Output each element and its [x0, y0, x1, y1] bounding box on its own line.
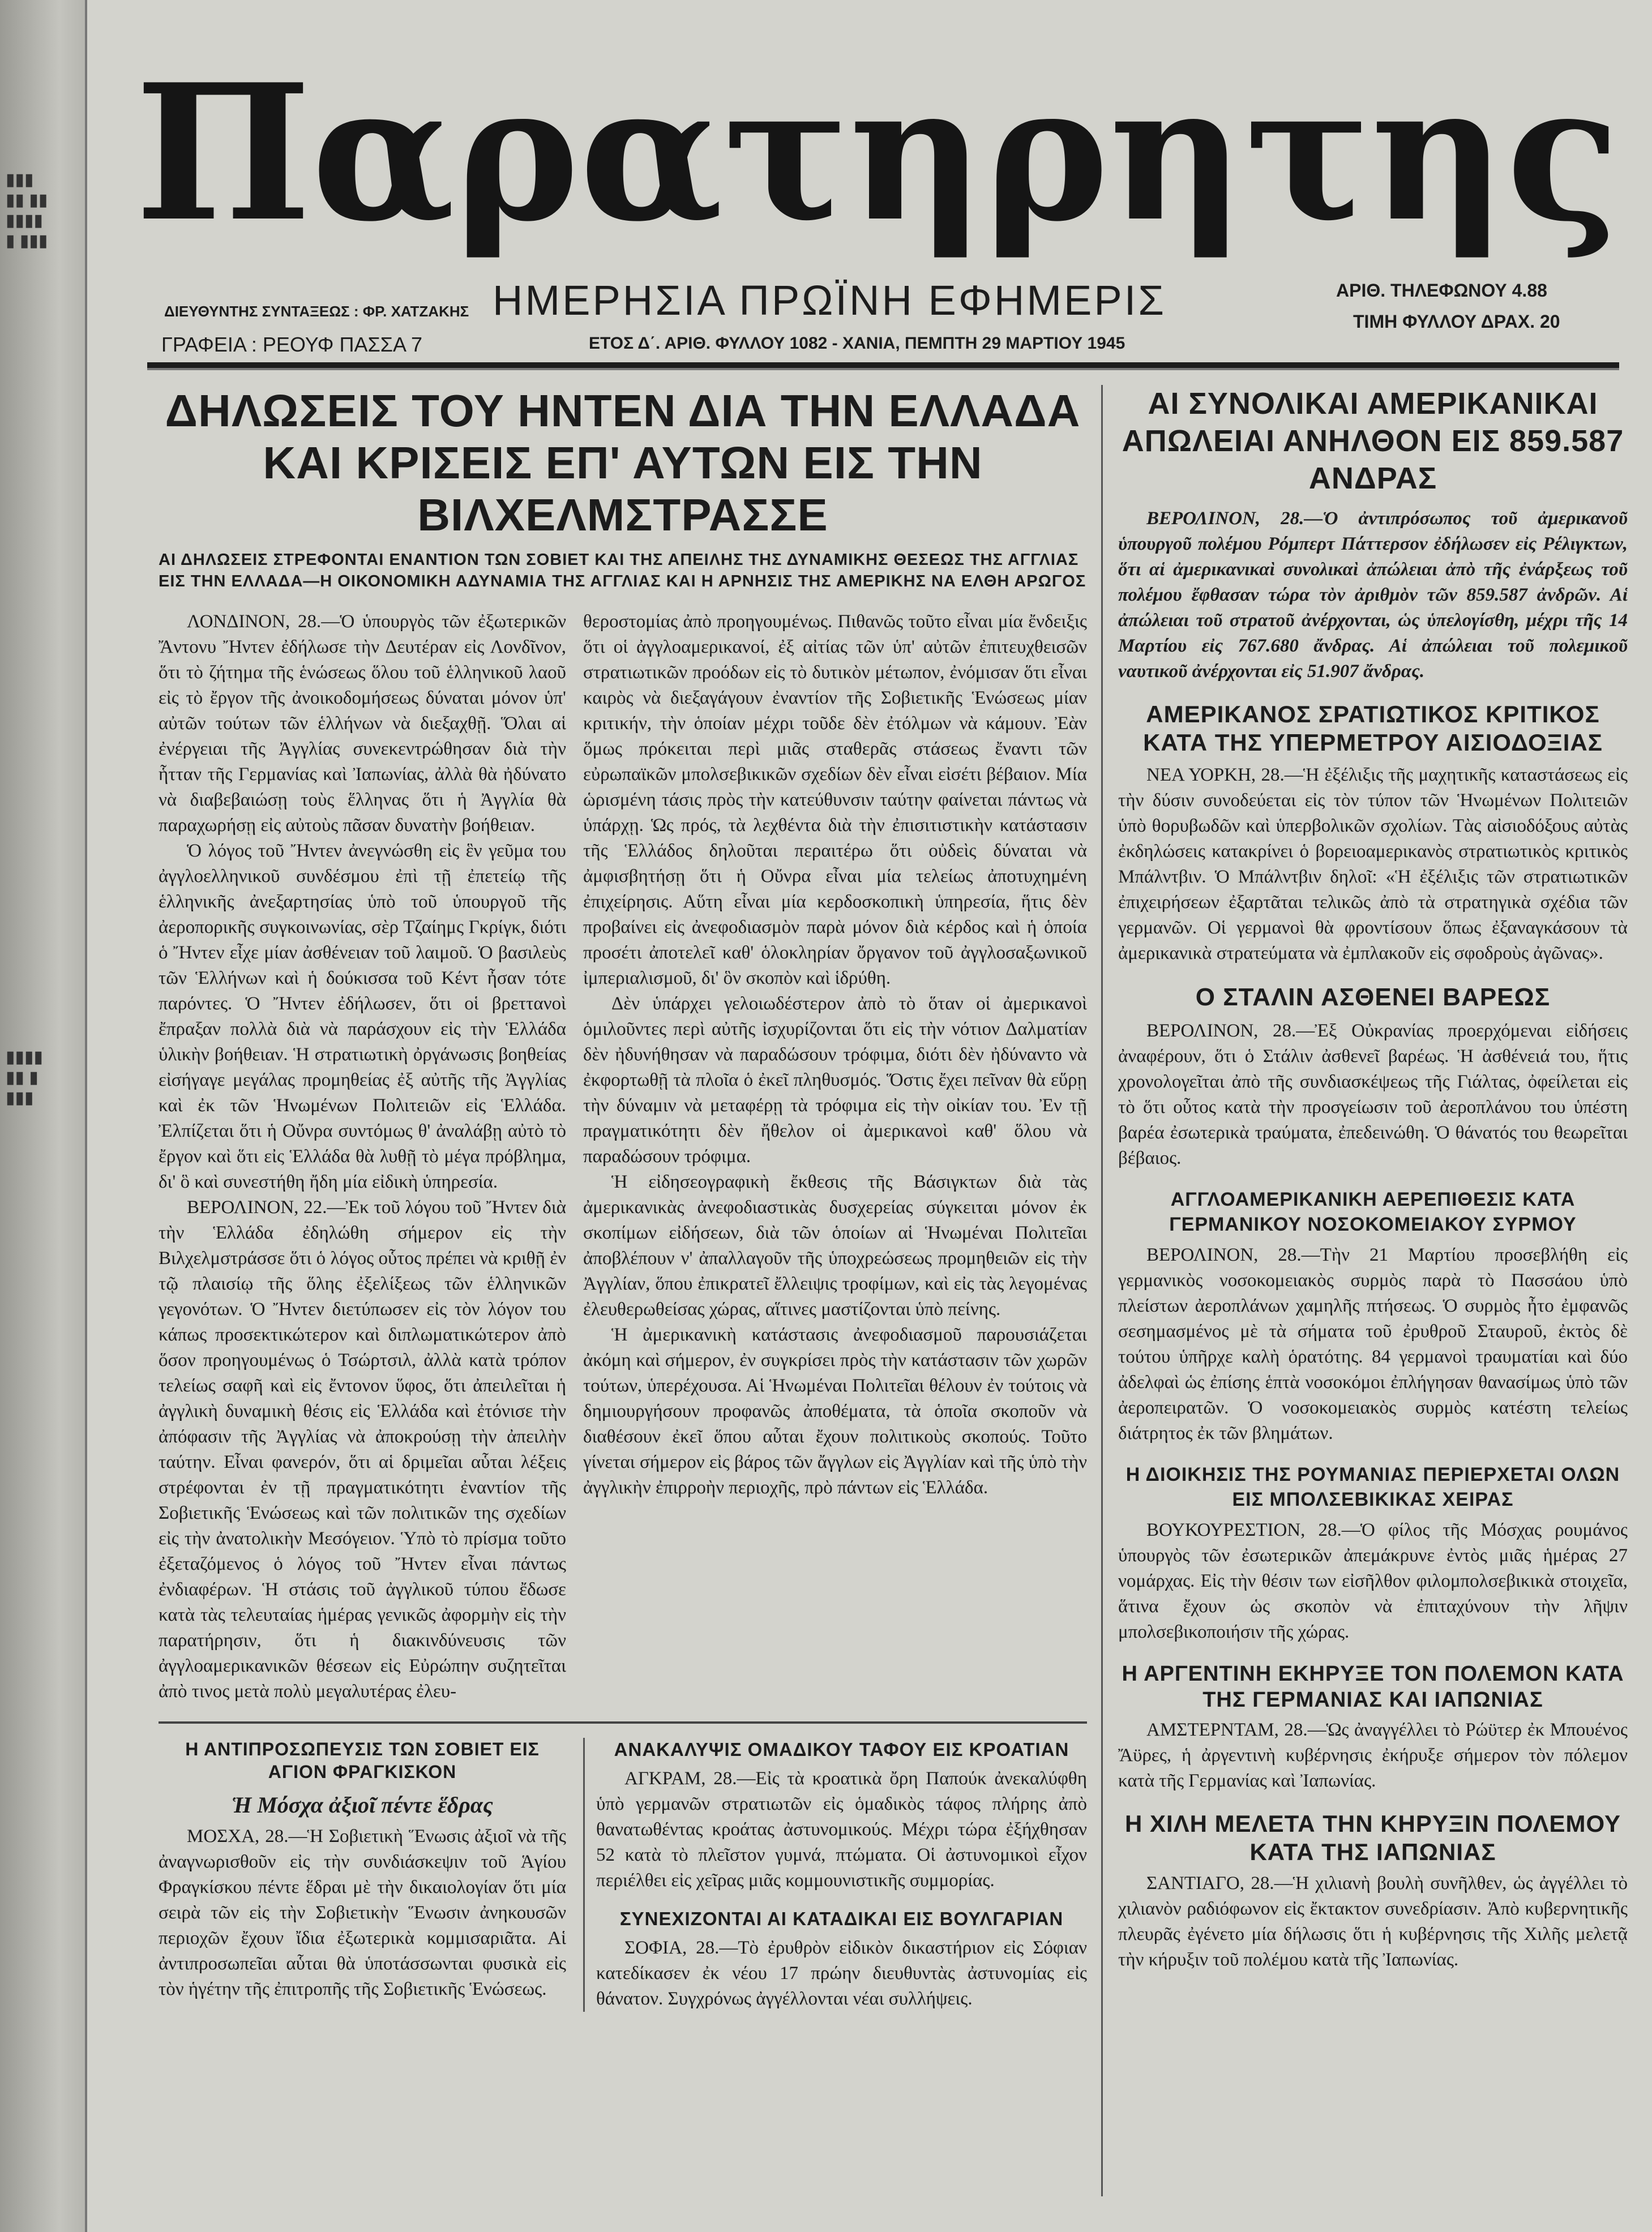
bottom-middle-column: [583, 1738, 1087, 2012]
issue-line: ΕΤΟΣ Δ΄. ΑΡΙΘ. ΦΥΛΛΟΥ 1082 - ΧΑΝΙΑ, ΠΕΜΠΤΗ 29 ΜΑΡΤΙΟΥ 1945: [589, 334, 1125, 353]
column-divider: [1101, 385, 1103, 2196]
article-body: ΑΜΣΤΕΡΝΤΑΜ, 28.—Ὡς ἀναγγέλλει τὸ Ρώϋτερ ἐκ Μπουένος Ἄϋρες, ἡ ἀργεντινὴ κυβέρνησις ἐκήρυξε σήμερον τὸν πόλεμον κατὰ τῆς Γερμανίας καὶ Ἰαπωνίας.: [1118, 1720, 1628, 1791]
article-body: ΣΑΝΤΙΑΓΟ, 28.—Ἡ χιλιανὴ βουλὴ συνῆλθεν, ὡς ἀγγέλλει τὸ χιλιανὸν ραδιόφωνον εἰς ἔκτακτον συνεδρίασιν. Ἀπὸ κυβερνητικῆς πλευρᾶς ἐγένετο μία δήλωσις ὅτι ἡ κυβέρνησις τῆς Χιλῆς μελετᾷ τὴν κήρυξιν τοῦ πολέμου κατὰ τῆς Ἰαπωνίας.: [1118, 1873, 1628, 1970]
article-headline: Ο ΣΤΑΛΙΝ ΑΣΘΕΝΕΙ ΒΑΡΕΩΣ: [1195, 983, 1551, 1011]
article-headline: ΑΓΓΛΟΑΜΕΡΙΚΑΝΙΚΗ ΑΕΡΕΠΙΘΕΣΙΣ ΚΑΤΑ ΓΕΡΜΑΝΙΚΟΥ ΝΟΣΟΚΟΜΕΙΑΚΟΥ ΣΥΡΜΟΥ: [1169, 1189, 1577, 1235]
article-headline: ΣΥΝΕΧΙΖΟΝΤΑΙ ΑΙ ΚΑΤΑΔΙΚΑΙ ΕΙΣ ΒΟΥΛΓΑΡΙΑΝ: [619, 1908, 1064, 1929]
bottom-articles: [159, 1721, 1087, 2012]
paragraph: Ὁ λόγος τοῦ Ἤντεν ἀνεγνώσθη εἰς ἓν γεῦμα του ἀγγλοελληνικοῦ συνδέσμου ἐπὶ τῇ ἐπετείῳ τῆς ἑλληνικῆς ἀνεξαρτησίας ὑπὸ τοῦ ὑπουργοῦ τῆς ἀεροπορικῆς συγκοινωνίας, σὲρ Τζαίημς Γκρίγκ, διότι ὁ Ἤντεν εἶχε μίαν ἀσθένειαν τοῦ λαιμοῦ. Ὁ βασιλεὺς τῶν Ἑλλήνων καὶ ἡ δούκισσα τοῦ Κέντ ἦσαν τότε παρόντες. Ὁ Ἤντεν ἐδήλωσεν, ὅτι οἱ βρεττανοὶ ἔπραξαν πολλὰ διὰ νὰ παράσχουν εἰς τὴν Ἑλλάδα ὑλικὴν βοήθειαν. Ἡ στρατιωτικὴ ὀργάνωσις βοηθείας εἰσήγαγε μεγάλας προμηθείας ἐξ αὐτῆς τῆς Ἀγγλίας καὶ ἐκ τῶν Ἡνωμένων Πολιτειῶν εἰς Ἑλλάδα. Ἐλπίζεται ὅτι ἡ Οὔνρα συντόμως θ' ἀναλάβῃ αὐτὸ τὸ ἔργον καὶ ὅτι εἰς Ἑλλάδα θὰ λυθῇ τὸ μέγα πρόβλημα, δι' ὃ καὶ συνεστήθη ἤδη μία εἰδικὴ ὑπηρεσία.: [159, 841, 566, 1192]
article-chile: [1118, 1810, 1628, 1973]
article-headline: Η ΔΙΟΙΚΗΣΙΣ ΤΗΣ ΡΟΥΜΑΝΙΑΣ ΠΕΡΙΕΡΧΕΤΑΙ ΟΛΩΝ ΕΙΣ ΜΠΟΛΣΕΒΙΚΙΚΑΣ ΧΕΙΡΑΣ: [1125, 1464, 1620, 1510]
main-subhead-2: ΕΙΣ ΤΗΝ ΕΛΛΑΔΑ—Η ΟΙΚΟΝΟΜΙΚΗ ΑΔΥΝΑΜΙΑ ΤΗΣ ΑΓΓΛΙΑΣ ΚΑΙ Η ΑΡΝΗΣΙΣ ΤΗΣ ΑΜΕΡΙΚΗΣ ΝΑ ΕΛΘΗ ΑΡΩΓΟΣ: [159, 572, 1086, 590]
article-headline: ΑΙ ΣΥΝΟΛΙΚΑΙ ΑΜΕΡΙΚΑΝΙΚΑΙ ΑΠΩΛΕΙΑΙ ΑΝΗΛΘΟΝ ΕΙΣ 859.587 ΑΝΔΡΑΣ: [1122, 387, 1624, 495]
newspaper-title: Παρατηρητης: [135, 43, 1620, 263]
masthead-rule: [147, 362, 1619, 370]
offices-line: ΓΡΑΦΕΙΑ : ΡΕΟΥΦ ΠΑΣΣΑ 7: [161, 333, 423, 356]
article-body: ΜΟΣΧΑ, 28.—Ἡ Σοβιετικὴ Ἕνωσις ἀξιοῖ νὰ τῆς ἀναγνωρισθοῦν εἰς τὴν συνδιάσκεψιν τοῦ Ἁγίου Φραγκίσκου πέντε ἕδραι μὲ τὴν δικαιολογίαν ὅτι μία σειρὰ τῶν εἰς τὴν Σοβιετικὴν Ἕνωσιν ἀνηκουσῶν περιοχῶν ἔχουν ἴδια ἐξωτερικὰ κομμισαριᾶτα. Αἱ ἀντιπροσωπεῖαι αὗται θὰ ὑποτάσσωνται φυσικὰ εἰς τὸν ἡγέτην τῆς ἐπιτροπῆς τῆς Σοβιετικῆς Ἑνώσεως.: [159, 1826, 566, 1999]
main-article-columns: [159, 609, 1087, 1704]
article-body: ΒΕΡΟΛΙΝΟΝ, 28.—Ὁ ἀντιπρόσωπος τοῦ ἀμερικανοῦ ὑπουργοῦ πολέμου Ρόμπερτ Πάττερσον ἐδήλωσεν εἰς Ρέλιγκτων, ὅτι αἱ ἀμερικανικαὶ συνολικαὶ ἀπώλειαι ἀπὸ τῆς ἐνάρξεως τοῦ πολέμου ἔφθασαν τώρα τὸν ἀριθμὸν τῶν 859.587 ἀνδρῶν. Αἱ ἀπώλειαι τοῦ στρατοῦ ἀνέρχονται, ὡς ὑπελογίσθη, μέχρι τῆς 14 Μαρτίου εἰς 767.680 ἄνδρας. Αἱ ἀπώλειαι τοῦ πολεμικοῦ ναυτικοῦ ἀνέρχονται εἰς 51.907 ἄνδρας.: [1118, 508, 1628, 682]
article-argentina: [1118, 1661, 1628, 1794]
article-body: ΒΕΡΟΛΙΝΟΝ, 28.—Ἐξ Οὐκρανίας προερχόμεναι εἰδήσεις ἀναφέρουν, ὅτι ὁ Στάλιν ἀσθενεῖ βαρέως. Ἡ ἀσθένειά του, ἥτις χρονολογεῖται ἀπὸ τῆς συνδιασκέψεως τῆς Γιάλτας, ὀφείλεται εἰς τὸ ὅτι οὗτος κατὰ τὴν προσγείωσιν τοῦ ἀεροπλάνου του ὑπέστη βαρέα ἐσωτερικὰ τραύματα, ἐπεδεινώθη. Ὁ θάνατός του θεωρεῖται βέβαιος.: [1118, 1021, 1628, 1168]
article-us-losses: [1118, 385, 1628, 684]
article-body: ΑΓΚΡΑΜ, 28.—Εἰς τὰ κροατικὰ ὄρη Παπούκ ἀνεκαλύφθη ὑπὸ γερμανῶν στρατιωτῶν εἰς ὁμαδικὸς τάφος πλήρης ἀπὸ θανατωθέντας κροάτας ἀστυνομικούς. Μέχρι τώρα ἐξήχθησαν 52 κατὰ τὸ πλεῖστον γυμνά, πτώματα. Οἱ ἀστυνομικοὶ εἶχον περιέλθει εἰς χεῖρας μιᾶς κομμουνιστικῆς συμμορίας.: [596, 1768, 1087, 1891]
article-headline: Η ΧΙΛΗ ΜΕΛΕΤΑ ΤΗΝ ΚΗΡΥΞΙΝ ΠΟΛΕΜΟΥ ΚΑΤΑ ΤΗΣ ΙΑΠΩΝΙΑΣ: [1124, 1810, 1621, 1865]
article-body: ΒΕΡΟΛΙΝΟΝ, 28.—Τὴν 21 Μαρτίου προσεβλήθη εἰς γερμανικὸς νοσοκομειακὸς συρμὸς παρὰ τὸ Πασσάου ὑπὸ πλείστων ἀεροπλάνων χαμηλῆς πτήσεως. Ὁ συρμὸς ἦτο ἐμφανῶς σεσημασμένος μὲ τὰ σήματα τοῦ ἐρυθροῦ Σταυροῦ, ἐκτὸς δὲ τούτου ὑπῆρχε καλὴ ὁρατότης. 84 γερμανοὶ τραυματίαι καὶ δύο ἀδελφαὶ ὡς ἐπίσης ἑπτὰ νοσοκόμοι ἐπλήγησαν θανασίμως ὑπὸ τῶν ἀεροπειρατῶν. Ὁ νοσοκομειακὸς συρμὸς κατέστη τελείως διάτρητος ἐκ τῶν βλημάτων.: [1118, 1245, 1628, 1443]
article-bulgaria-sentences: [596, 1907, 1087, 2012]
adjacent-page-text-fragment: ▮▮▮ ▮▮ ▮▮ ▮▮▮▮ ▮ ▮▮▮: [6, 170, 48, 250]
article-headline: ΑΝΑΚΑΛΥΨΙΣ ΟΜΑΔΙΚΟΥ ΤΑΦΟΥ ΕΙΣ ΚΡΟΑΤΙΑΝ: [614, 1739, 1069, 1760]
article-headline: Η ΑΡΓΕΝΤΙΝΗ ΕΚΗΡΥΞΕ ΤΟΝ ΠΟΛΕΜΟΝ ΚΑΤΑ ΤΗΣ ΓΕΡΜΑΝΙΑΣ ΚΑΙ ΙΑΠΩΝΙΑΣ: [1122, 1662, 1624, 1712]
paragraph: ΒΕΡΟΛΙΝΟΝ, 22.—Ἐκ τοῦ λόγου τοῦ Ἤντεν διὰ τὴν Ἑλλάδα ἐδηλώθη σήμερον εἰς τὴν Βιλχελμστράσσε ὅτι ὁ λόγος οὗτος πρέπει νὰ κριθῇ ἐν τῷ πλαισίῳ τῆς ὅλης ἐξελίξεως τῶν ἑλληνικῶν γεγονότων. Ὁ Ἤντεν διετύπωσεν εἰς τὸν λόγον του κάπως προσεκτικώτερον καὶ διπλωματικώτερον ἀπὸ ὅσον προηγουμένως ὁ Τσώρτσιλ, ἀλλὰ κατὰ τρόπον τελείως σαφῆ καὶ εἰς ἔντονον ὕφος, ὅτι ἀπειλεῖται ἡ ἀγγλικὴ δυναμικὴ θέσις εἰς Ἑλλάδα καὶ ἐτόνισε τὴν ἀπόφασιν τῆς Ἀγγλίας νὰ ἀποκρούσῃ τὴν ἀπειλὴν ταύτην. Εἶναι φανερόν, ὅτι αἱ δριμεῖαι αὗται λέξεις στρέφονται ἐν τῇ πραγματικότητι ἐναντίον τῆς Σοβιετικῆς Ἑνώσεως καὶ τῶν πολιτικῶν της σχεδίων εἰς τὴν ἀνατολικὴν Μεσόγειον. Ὑπὸ τὸ πρίσμα τοῦτο ἐξεταζόμενος ὁ λόγος τοῦ Ἤντεν εἶναι πάντως ἐνδιαφέρων. Ἡ στάσις τοῦ ἀγγλικοῦ τύπου ἔδωσε κατὰ τὰς τελευταίας ἡμέρας γενικῶς ἀφορμὴν εἰς τὴν παρατήρησιν, ὅτι ἡ διακινδύνευσις τῶν ἀγγλοαμερικανικῶν θέσεων εἰς Εὐρώπην συζητεῖται ἀπὸ τινος μετὰ πολὺ μεγαλυτέρας ἐλευ-: [159, 1197, 566, 1702]
article-croatia-grave: [596, 1738, 1087, 1893]
right-column: [1118, 385, 1628, 1973]
article-body: ΣΟΦΙΑ, 28.—Τὸ ἐρυθρὸν εἰδικὸν δικαστήριον εἰς Σόφιαν κατεδίκασεν ἐκ νέου 17 πρώην διευθυντὰς ἀστυνομίας εἰς θάνατον. Συγχρόνως ἀγγέλλονται νέαι συλλήψεις.: [596, 1938, 1087, 2009]
article-romania: [1118, 1462, 1628, 1645]
article-us-critic: [1118, 700, 1628, 966]
phone-line: ΑΡΙΘ. ΤΗΛΕΦΩΝΟΥ 4.88: [1336, 280, 1547, 301]
paragraph: Ἡ ἀμερικανικὴ κατάστασις ἀνεφοδιασμοῦ παρουσιάζεται ἀκόμη καὶ σήμερον, ἐν συγκρίσει πρὸς τὴν κατάστασιν τῶν χωρῶν τούτων, ὑπερέχουσα. Αἱ Ἡνωμέναι Πολιτεῖαι θέλουν ἐν τούτοις νὰ δημιουργήσουν προφανῶς ἀποθέματα, τὰ ὁποῖα σκοποῦν νὰ διαθέσουν ἐκεῖ ὅπου αὗται ἔχουν πολιτικοὺς σκοπούς. Τοῦτο γίνεται σήμερον εἰς βάρος τῶν ἄγγλων εἰς Ἀγγλίαν καὶ τῆς ὑπὸ τὴν ἀγγλικὴν ἐπιρροὴν περιοχῆς, πρὸ πάντων εἰς Ἑλλάδα.: [583, 1325, 1087, 1498]
article-subtitle: Ἡ Μόσχα ἀξιοῖ πέντε ἕδρας: [232, 1792, 493, 1818]
main-headline-2: ΚΑΙ ΚΡΙΣΕΙΣ ΕΠ' ΑΥΤΩΝ ΕΙΣ ΤΗΝ ΒΙΛΧΕΛΜΣΤΡΑΣΣΕ: [263, 438, 983, 540]
article-hospital-train: [1118, 1187, 1628, 1446]
main-article-column-1: [159, 609, 566, 1704]
article-body: ΒΟΥΚΟΥΡΕΣΤΙΟΝ, 28.—Ὁ φίλος τῆς Μόσχας ρουμάνος ὑπουργὸς τῶν ἐσωτερικῶν ἀπεμάκρυνε ἐντὸς μιᾶς ἡμέρας 27 νομάρχας. Εἰς τὴν θέσιν των εἰσῆλθον φιλομπολσεβικικὰ στοιχεῖα, ἅτινα ἔχουν ὡς σκοπὸν νὰ ἐπιταχύνουν τὴν λῆψιν μπολσεβικοποιήσιν τῆς χώρας.: [1118, 1520, 1628, 1642]
adjacent-page-text-fragment: ▮▮▮▮ ▮▮ ▮ ▮▮▮: [6, 1048, 44, 1107]
article-headline: ΑΜΕΡΙΚΑΝΟΣ ΣΡΑΤΙΩΤΙΚΟΣ ΚΡΙΤΙΚΟΣ ΚΑΤΑ ΤΗΣ ΥΠΕΡΜΕΤΡΟΥ ΑΙΣΙΟΔΟΞΙΑΣ: [1143, 701, 1603, 756]
main-headline-1: ΔΗΛΩΣΕΙΣ ΤΟΥ ΗΝΤΕΝ ΔΙΑ ΤΗΝ ΕΛΛΑΔΑ: [165, 385, 1081, 436]
paragraph: θεροστομίας ἀπὸ προηγουμένως. Πιθανῶς τοῦτο εἶναι μία ἔνδειξις ὅτι οἱ ἀγγλοαμερικανοί, ἐξ αἰτίας τῶν ὑπ' αὐτῶν ἐπιτευχθεισῶν στρατιωτικῶν προόδων εἰς τὸ δυτικὸν μέτωπον, ἐνόμισαν ὅτι εἶναι καιρὸς νὰ διεξαγάγουν ἐναντίον τῆς Σοβιετικῆς Ἑνώσεως μίαν κριτικήν, τὴν ὁποίαν μέχρι τοῦδε δὲν ἐτόλμων νὰ κάμουν. Ἐὰν ὅμως πρόκειται περὶ μιᾶς σταθερᾶς στάσεως ἔναντι τῶν εὐρωπαϊκῶν μπολσεβικικῶν σχεδίων δὲν εἶναι εἰσέτι βέβαιον. Μία ὡρισμένη τάσις πρὸς τὴν κατεύθυνσιν ταύτην φαίνεται πάντως νὰ ὑπάρχῃ. Ὡς πρός, τὰ λεχθέντα διὰ τὴν ἐπισιτιστικὴν κατάστασιν τῆς Ἑλλάδος δηλοῦται περαιτέρω ὅτι οὐδεὶς δύναται νὰ ἀμφισβητήσῃ ὅτι ἡ Οὔνρα εἶναι μία τελείως ἀποτυχημένη ἐπιχείρησις. Αὕτη εἶναι μία κερδοσκοπικὴ ὑπηρεσία, ἥτις δὲν προβαίνει εἰς ἀνεφοδιασμὸν παρὰ μόνον διὰ κέρδος καὶ ἡ ὁποία προσέτι ἀποτελεῖ καθ' ὁλοκληρίαν ὄργανον τοῦ ἀγγλοσαξωνικοῦ ἰμπεριαλισμοῦ, δι' ὃν σκοπὸν καὶ ἱδρύθη.: [583, 611, 1087, 988]
paragraph: ΛΟΝΔΙΝΟΝ, 28.—Ὁ ὑπουργὸς τῶν ἐξωτερικῶν Ἄντονυ Ἤντεν ἐδήλωσε τὴν Δευτέραν εἰς Λονδῖνον, ὅτι τὸ ζήτημα τῆς ἑνώσεως ὅλου τοῦ ἑλληνικοῦ λαοῦ εἰς τὸ ἔργον τῆς ἀνοικοδομήσεως δύναται μόνον ὑπ' αὐτῶν τούτων τῶν ἑλλήνων νὰ διεξαχθῇ. Ὅλαι αἱ ἐνέργειαι τῆς Ἀγγλίας συνεκεντρώθησαν διὰ τὴν ἧτταν τῆς Γερμανίας καὶ Ἰαπωνίας, ἀλλὰ θὰ ἠδύνατο νὰ διαβεβαιώσῃ τοὺς ἕλληνας ὅτι ἡ Ἀγγλία θὰ παραχωρήσῃ εἰς αὐτοὺς πᾶσαν δυνατὴν βοήθειαν.: [159, 611, 566, 836]
article-body: ΝΕΑ ΥΟΡΚΗ, 28.—Ἡ ἐξέλιξις τῆς μαχητικῆς καταστάσεως εἰς τὴν δύσιν συνοδεύεται εἰς τὸν τύπον τῶν Ἡνωμένων Πολιτειῶν ὑπὸ θορυβωδῶν καὶ ὑπερβολικῶν σχολίων. Τὰς αἰσιοδόξους αὐτὰς ἐκδηλώσεις κατακρίνει ὁ βορειοαμερικανὸς στρατιωτικὸς κριτικὸς Μπάλντβιν. Ὁ Μπάλντβιν δηλοῖ: «Ἡ ἐξέλιξις τῶν στρατιωτικῶν ἐπιχειρήσεων ἐξαρτᾶται τελικῶς ἀπὸ τὰ στρατηγικὰ σχέδια τῶν γερμανῶν. Οἱ γερμανοὶ θὰ φροντίσουν ὅπως ἐξαναγκάσουν τὰ ἀμερικανικὰ στρατεύματα νὰ ἐμπλακοῦν εἰς σφοδροὺς ἀγῶνας».: [1118, 765, 1628, 963]
adjacent-page-edge: [0, 0, 87, 2232]
price-line: ΤΙΜΗ ΦΥΛΛΟΥ ΔΡΑΧ. 20: [1353, 311, 1560, 332]
newspaper-masthead: [135, 40, 1620, 266]
editor-line: ΔΙΕΥΘΥΝΤΗΣ ΣΥΝΤΑΞΕΩΣ : ΦΡ. ΧΑΤΖΑΚΗΣ: [164, 303, 469, 320]
paragraph: Δὲν ὑπάρχει γελοιωδέστερον ἀπὸ τὸ ὅταν οἱ ἀμερικανοὶ ὁμιλοῦντες περὶ αὐτῆς ἰσχυρίζονται ὅτι εἰς τὴν νότιον Δαλματίαν δὲν ἠδυνήθησαν νὰ παραδώσουν τρόφιμα, διότι δὲν ἠδύναντο νὰ ἐκφορτωθῇ τὰ πλοῖα ὁ ἐκεῖ πληθυσμός. Ὅστις ἔχει πεῖναν θὰ εὕρῃ τὴν δύναμιν νὰ μεταφέρῃ τὰ τρόφιμα εἰς τὴν οἰκίαν του. Ἐν τῇ πραγματικότητι δὲν ἤθελον οἱ ἀμερικανοὶ καθ' ὅλου νὰ παραδώσουν τρόφιμα.: [583, 993, 1087, 1167]
article-headline: Η ΑΝΤΙΠΡΟΣΩΠΕΥΣΙΣ ΤΩΝ ΣΟΒΙΕΤ ΕΙΣ ΑΓΙΟΝ ΦΡΑΓΚΙΣΚΟΝ: [185, 1739, 540, 1782]
masthead-subtitle: ΗΜΕΡΗΣΙΑ ΠΡΩΪΝΗ ΕΦΗΜΕΡΙΣ: [493, 277, 1166, 324]
main-subhead-1: ΑΙ ΔΗΛΩΣΕΙΣ ΣΤΡΕΦΟΝΤΑΙ ΕΝΑΝΤΙΟΝ ΤΩΝ ΣΟΒΙΕΤ ΚΑΙ ΤΗΣ ΑΠΕΙΛΗΣ ΤΗΣ ΔΥΝΑΜΙΚΗΣ ΘΕΣΕΩΣ ΤΗΣ ΑΓΓΛΙΑΣ: [159, 551, 1079, 569]
article-stalin-ill: [1118, 982, 1628, 1171]
main-article-column-2: [583, 609, 1087, 1704]
article-soviet-representation: [159, 1738, 566, 2012]
paragraph: Ἡ εἰδησεογραφικὴ ἔκθεσις τῆς Βάσιγκτων διὰ τὰς ἀμερικανικὰς ἀνεφοδιαστικὰς δυσχερείας σύγκειται μόνον ἐκ σκοπίμων εἰδήσεων, διὰ τῶν ὁποίων αἱ Ἡνωμέναι Πολιτεῖαι ἀποβλέπουν ν' ἀπαλλαγοῦν τῆς ὑποχρεώσεως προμηθειῶν εἰς τὴν Ἀγγλίαν, ὅπου ἐπικρατεῖ ἔλλειψις τροφίμων, καὶ εἰς τὰς λεγομένας ἐλευθερωθείσας χώρας, αἵτινες μαστίζονται ὑπὸ πείνης.: [583, 1172, 1087, 1320]
left-section: [159, 385, 1087, 2012]
